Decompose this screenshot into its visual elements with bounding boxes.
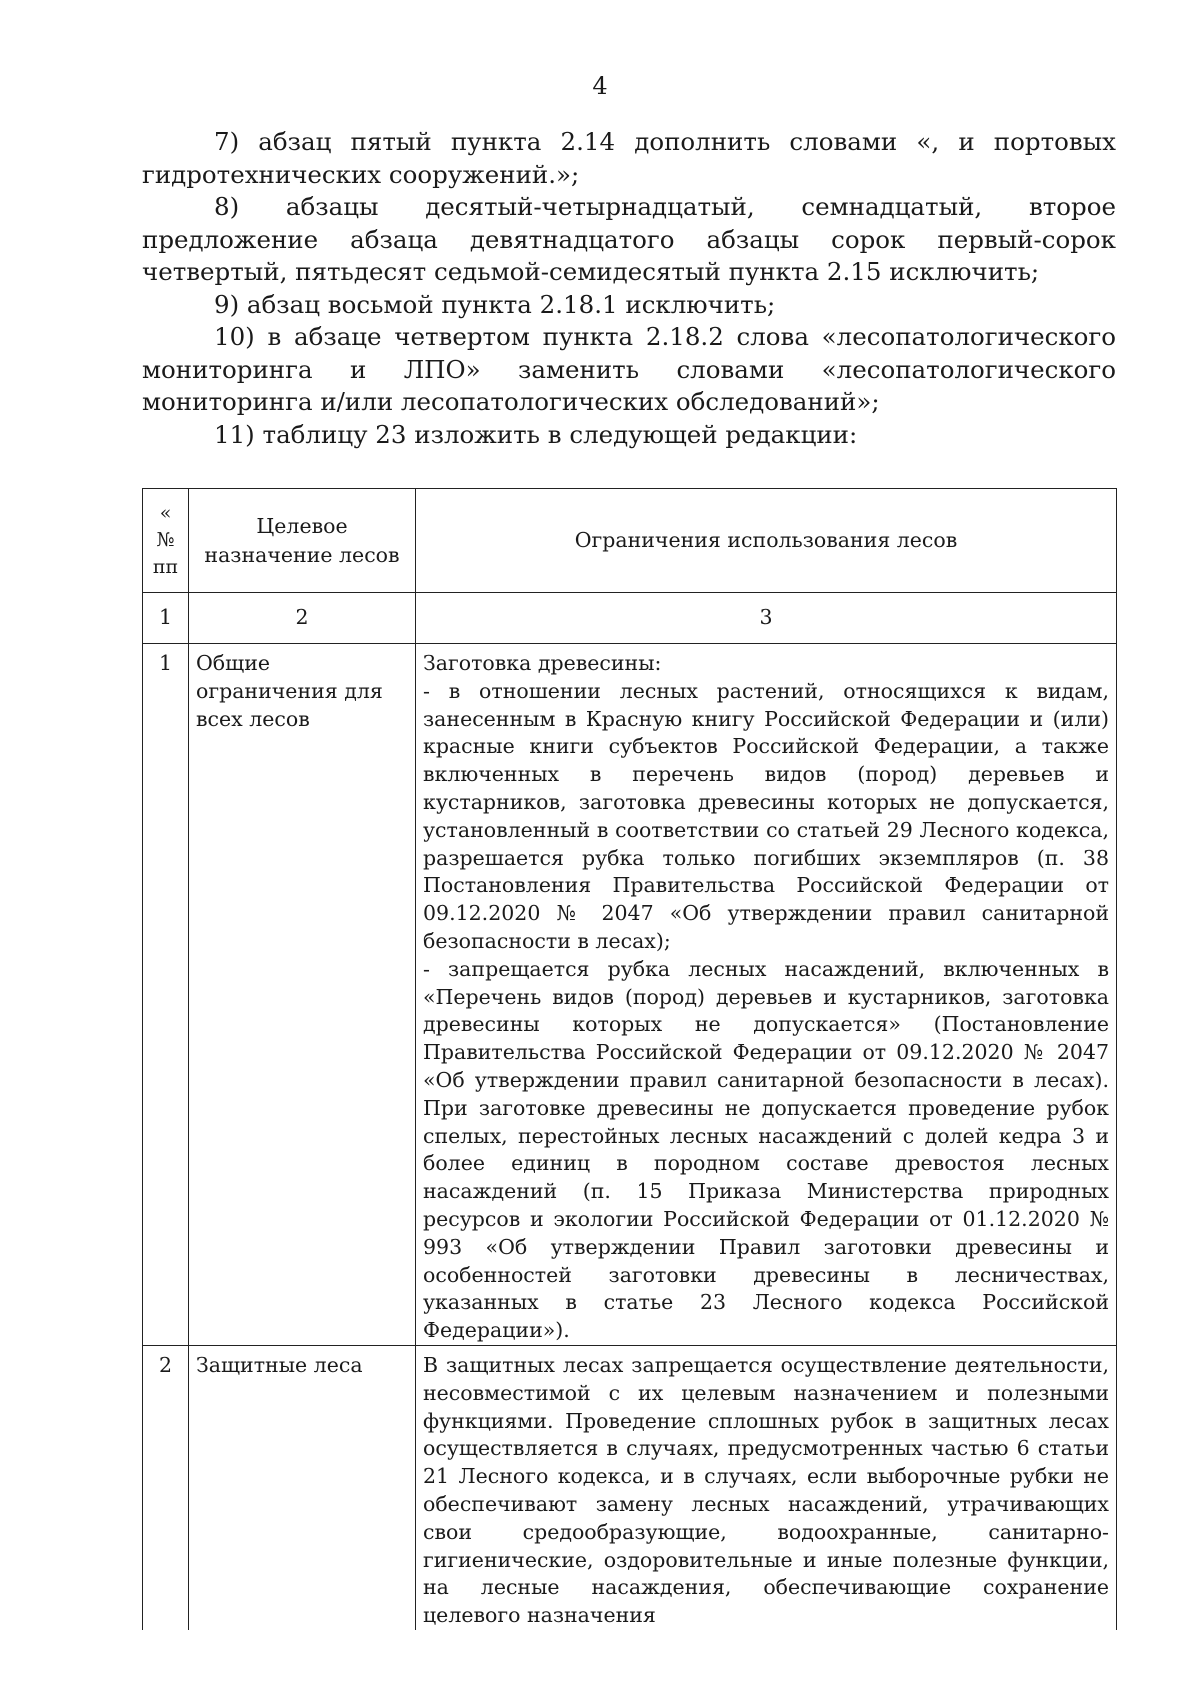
paragraph-10: 10) в абзаце четвертом пункта 2.18.2 слова «лесопатологического мониторинга и ЛПО» заменить словами «лесопатологического мониторинга и/или лесопатологических обследований»; bbox=[142, 322, 1116, 416]
column-number-2: 2 bbox=[189, 593, 416, 644]
column-number-row bbox=[143, 593, 1117, 644]
header-purpose: Целевое назначение лесов bbox=[189, 489, 416, 593]
restriction-line: Заготовка древесины: bbox=[423, 651, 662, 675]
column-number-3: 3 bbox=[416, 593, 1117, 644]
paragraph-8: 8) абзацы десятый-четырнадцатый, семнадцатый, второе предложение абзаца девятнадцатого абзацы сорок первый-сорок четвертый, пятьдесят седьмой-семидесятый пункта 2.15 исключить; bbox=[142, 192, 1116, 286]
header-restrictions: Ограничения использования лесов bbox=[416, 489, 1117, 593]
page-number: 4 bbox=[592, 72, 608, 100]
paragraph-7: 7) абзац пятый пункта 2.14 дополнить словами «, и портовых гидротехнических сооружений.»; bbox=[142, 127, 1116, 189]
header-number-cell bbox=[143, 489, 189, 593]
restriction-line: - в отношении лесных растений, относящихся к видам, занесенным в Красную книгу Российской Федерации и (или) красные книги субъектов Российской Федерации, а также включенных в перечень видов (пород) деревьев и кустарников, заготовка древесины которых не допускается, установленный в соответствии со статьей 29 Лесного кодекса, разрешается рубка только погибших экземпляров (п. 38 Постановления Правительства Российской Федерации от 09.12.2020 № 2047 «Об утверждении правил санитарной безопасности в лесах); bbox=[423, 678, 1109, 953]
row-restrictions bbox=[416, 644, 1117, 1346]
header-pp: пп bbox=[152, 556, 179, 578]
paragraph-11: 11) таблицу 23 изложить в следующей редакции: bbox=[214, 419, 858, 449]
row-number: 1 bbox=[143, 644, 189, 1346]
header-number-sign: № bbox=[156, 529, 175, 551]
restriction-line: - запрещается рубка лесных насаждений, включенных в «Перечень видов (пород) деревьев и кустарников, заготовка древесины которых не допускается» (Постановление Правительства Российской Федерации от 09.12.2020 № 2047 «Об утверждении правил санитарной безопасности в лесах). При заготовке древесины не допускается проведение рубок спелых, перестойных лесных насаждений с долей кедра 3 и более единиц в породном составе древостоя лесных насаждений (п. 15 Приказа Министерства природных ресурсов и экологии Российской Федерации от 01.12.2020 № 993 «Об утверждении Правил заготовки древесины и особенностей заготовки древесины в лесничествах, указанных в статье 23 Лесного кодекса Российской Федерации»). bbox=[423, 956, 1109, 1343]
table-header-row bbox=[143, 489, 1117, 593]
restriction-line: В защитных лесах запрещается осуществление деятельности, несовместимой с их целевым назначением и полезными функциями. Проведение сплошных рубок в защитных лесах осуществляется в случаях, предусмотренных частью 6 статьи 21 Лесного кодекса, и в случаях, если выборочные рубки не обеспечивают замену лесных насаждений, утрачивающих свои средообразующие, водоохранные, санитарно-гигиенические, оздоровительные и иные полезные функции, на лесные насаждения, обеспечивающие сохранение целевого назначения bbox=[423, 1352, 1109, 1628]
amendment-paragraphs bbox=[142, 126, 1116, 451]
forest-restrictions-table bbox=[142, 488, 1117, 1630]
row-purpose: Защитные леса bbox=[189, 1345, 416, 1629]
table-row bbox=[143, 1345, 1117, 1629]
paragraph-9: 9) абзац восьмой пункта 2.18.1 исключить; bbox=[214, 289, 776, 319]
column-number-1: 1 bbox=[143, 593, 189, 644]
table-row bbox=[143, 644, 1117, 1346]
row-number: 2 bbox=[143, 1345, 189, 1629]
header-open-quote: « bbox=[159, 502, 172, 524]
row-purpose: Общие ограничения для всех лесов bbox=[189, 644, 416, 1346]
row-restrictions bbox=[416, 1345, 1117, 1629]
